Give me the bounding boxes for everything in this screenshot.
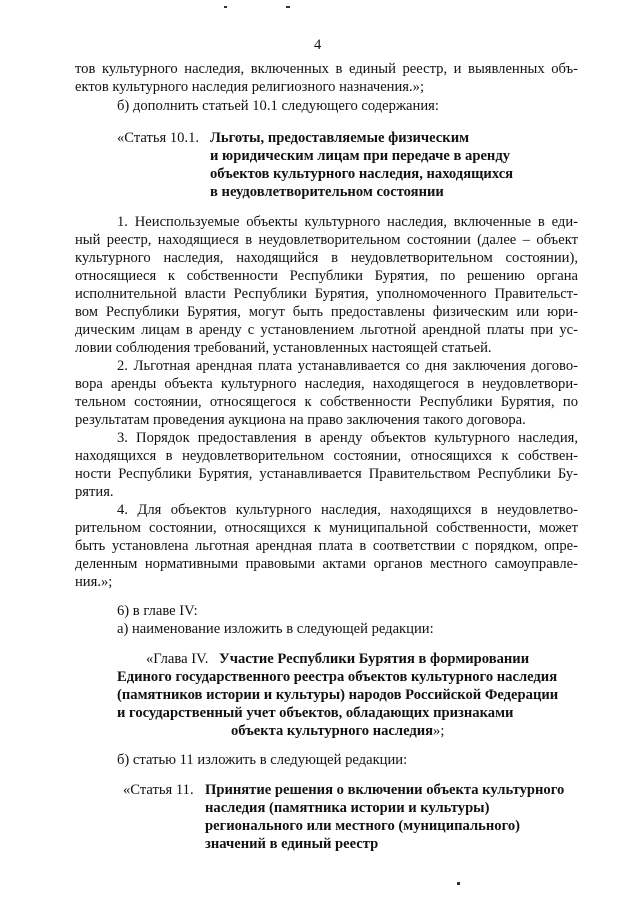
amendment-item: 6) в главе IV:: [117, 603, 198, 619]
text-line: исполнительной власти Республики Бурятия, уполномоченного Правительст-: [75, 286, 578, 302]
text-line: рятия.: [75, 484, 114, 500]
text-line: тов культурного наследия, включенных в единый реестр, и выявленных объ-: [75, 61, 578, 77]
article-title-line: и юридическим лицам при передаче в аренду: [210, 148, 511, 164]
article-title-line: Льготы, предоставляемые физическим: [210, 130, 470, 146]
text-line: 2. Льготная арендная плата устанавливается со дня заключения догово-: [117, 358, 578, 374]
text-line: дическим лицам в аренду с установлением льготной арендной платы при ус-: [75, 322, 578, 338]
text-line: вора аренды объекта культурного наследия, находящегося в неудовлетвори-: [75, 376, 578, 392]
scan-mark: [457, 882, 460, 885]
article-title-line: в неудовлетворительном состоянии: [210, 184, 444, 200]
article-prefix: «Статья 10.1.: [117, 130, 200, 146]
text-line: ектов культурного наследия религиозного назначения.»;: [75, 79, 425, 95]
text-line: деленным нормативными правовыми актами органов местного самоуправле-: [75, 556, 578, 572]
chapter-title-last: [231, 722, 444, 740]
text-line: 4. Для объектов культурного наследия, находящихся в неудовлетво-: [117, 502, 578, 518]
text-line: ный реестр, находящиеся в неудовлетворительном состоянии (далее – объект: [75, 232, 578, 248]
scan-mark: [224, 6, 227, 8]
article-title-line: Принятие решения о включении объекта культурного: [205, 782, 565, 798]
text-line: ния.»;: [75, 574, 113, 590]
text-line: ности Республики Бурятия, устанавливается Правительством Республики Бу-: [75, 466, 578, 482]
article-title-line: значений в единый реестр: [205, 836, 379, 852]
chapter-title-line: объекта культурного наследия: [231, 723, 434, 739]
chapter-title-line: и государственный учет объектов, обладающих признаками: [117, 705, 514, 721]
text-line: результатам проведения аукциона на право заключения такого договора.: [75, 412, 526, 428]
chapter-title-line: Участие Республики Бурятия в формировании: [219, 651, 530, 667]
text-line: 1. Неиспользуемые объекты культурного наследия, включенные в еди-: [117, 214, 578, 230]
chapter-title-line: (памятников истории и культуры) народов Российской Федерации: [117, 687, 559, 703]
article-title-line: регионального или местного (муниципального): [205, 818, 520, 834]
article-title-line: объектов культурного наследия, находящихся: [210, 166, 514, 182]
amendment-item: а) наименование изложить в следующей редакции:: [117, 621, 434, 637]
amendment-item: б) статью 11 изложить в следующей редакции:: [117, 752, 408, 768]
text-line: ловии соблюдения требований, установленных настоящей статьей.: [75, 340, 492, 356]
text-line: 3. Порядок предоставления в аренду объектов культурного наследия,: [117, 430, 578, 446]
text-line: рительном состоянии, относящихся к муниципальной собственности, может: [75, 520, 578, 536]
chapter-title-line: Единого государственного реестра объектов культурного наследия: [117, 669, 558, 685]
article-title-line: наследия (памятника истории и культуры): [205, 800, 490, 816]
text-line: относящиеся к собственности Республики Бурятия, по решению органа: [75, 268, 578, 284]
scan-mark: [286, 6, 290, 8]
article-prefix: «Статья 11.: [123, 782, 194, 798]
text-line: тельном состоянии, относящегося к собственности Республики Бурятия, по: [75, 394, 578, 410]
text-line: культурного наследия, находящийся в неудовлетворительном состоянии),: [75, 250, 578, 266]
text-line: быть установлена льготная арендная плата в соответствии с порядком, опре-: [75, 538, 578, 554]
text-line: вом Республики Бурятия, могут быть предоставлены физическим или юри-: [75, 304, 578, 320]
chapter-prefix: «Глава IV.: [146, 651, 209, 667]
text-line: находящихся в неудовлетворительном состоянии, относящихся к собствен-: [75, 448, 578, 464]
page-number: 4: [314, 37, 322, 53]
amendment-item: б) дополнить статьей 10.1 следующего содержания:: [117, 98, 439, 114]
chapter-suffix: »;: [433, 723, 445, 739]
